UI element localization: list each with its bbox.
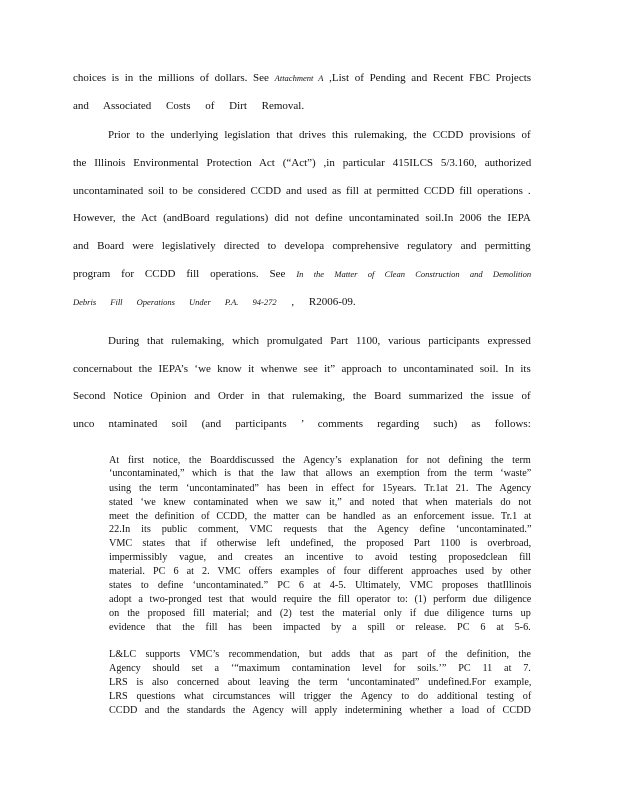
block-quote-line: material. PC 6 at 2. VMC offers examples of four different approaches used by other — [109, 566, 532, 577]
block-quote-line: L&LC supports VMC’s recommendation, but adds that as part of the definition, the — [109, 649, 531, 660]
body-line: However, the Act (andBoard regulations) did not define uncontaminated soil.In 2006 the IEPA — [73, 212, 531, 224]
block-quote-line: impermissibly vague, and creates an incentive to avoid testing proposedclean fill — [109, 552, 532, 563]
body-line: and Associated Costs of Dirt Removal. — [73, 100, 305, 112]
body-line: Prior to the underlying legislation that drives this rulemaking, the CCDD provisions of — [108, 129, 531, 141]
block-quote-line: meet the definition of CCDD, the matter can be handled as an enforcement issue. Tr.1 at — [109, 511, 532, 522]
block-quote-line: states to define ‘uncontaminated.” PC 6 at 4-5. Ultimately, VMC proposes thatIllinois — [109, 580, 532, 591]
body-line: and Board were legislatively directed to developa comprehensive regulatory and permitting — [73, 240, 531, 252]
body-line: Debris Fill Operations Under P.A. 94-272 , R2006-09. — [73, 296, 356, 308]
block-quote-line: evidence that the fill has been impacted by a spill or release. PC 6 at 5-6. — [109, 622, 531, 633]
body-line: program for CCDD fill operations. See In the Matter of Clean Construction and Demolition — [73, 268, 532, 280]
block-quote-line: LRS is also concerned about leaving the term ‘uncontaminated” undefined.For example, — [109, 677, 532, 688]
block-quote-line: Agency should set a ‘“maximum contamination level for soils.’” PC 11 at 7. — [109, 663, 531, 674]
body-line: choices is in the millions of dollars. See Attachment A ,List of Pending and Recent FBC Projects — [73, 72, 532, 84]
body-line: During that rulemaking, which promulgated Part 1100, various participants expressed — [108, 335, 531, 347]
body-line: Second Notice Opinion and Order in that rulemaking, the Board summarized the issue of — [73, 390, 531, 402]
body-line: uncontaminated soil to be considered CCDD and used as fill at permitted CCDD fill operations . — [73, 185, 531, 197]
block-quote-line: ‘uncontaminated,” which is that the law that allows an exemption from the term ‘waste” — [109, 468, 532, 479]
body-line: unco ntaminated soil (and participants ’ comments regarding such) as follows: — [73, 418, 531, 430]
block-quote-line: stated ‘we knew contaminated when we saw it,” and noted that when materials do not — [109, 497, 532, 508]
block-quote-line: VMC states that if otherwise left undefined, the proposed Part 1100 is overbroad, — [109, 538, 532, 549]
block-quote-line: on the proposed fill material; and (2) test the material only if due diligence turns up — [109, 608, 531, 619]
block-quote-line: CCDD and the standards the Agency will apply indetermining whether a load of CCDD — [109, 705, 531, 716]
block-quote-line: using the term ‘uncontaminated” has been in effect for 15years. Tr.1at 21. The Agency — [109, 483, 532, 494]
block-quote-line: 22.In its public comment, VMC requests that the Agency define ‘uncontaminated.” — [109, 524, 532, 535]
body-line: the Illinois Environmental Protection Act (“Act”) ,in particular 415ILCS 5/3.160, authorized — [73, 157, 532, 169]
block-quote-line: adopt a two-pronged test that would require the fill operator to: (1) perform due diligence — [109, 594, 532, 605]
body-line: concernabout the IEPA’s ‘we know it whenwe see it” approach to uncontaminated soil. In its — [73, 363, 531, 375]
block-quote-line: At first notice, the Boarddiscussed the Agency’s explanation for not defining the term — [109, 455, 531, 466]
block-quote-line: LRS questions what circumstances will trigger the Agency to do additional testing of — [109, 691, 532, 702]
